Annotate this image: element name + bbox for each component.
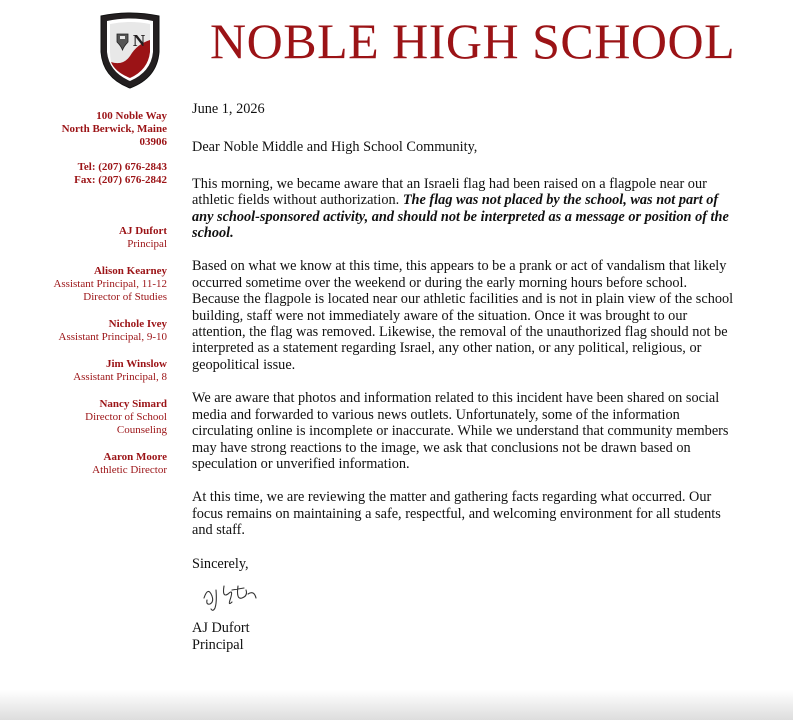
address-line: 100 Noble Way: [96, 110, 167, 122]
staff-title: Director of School: [85, 411, 167, 423]
paragraph-1-emphasis: The flag was not placed by the school, was not part of any school-sponsored activity, and should not be interpreted as a message or position of the school.: [192, 192, 729, 242]
page-edge-shadow: [0, 690, 793, 720]
staff-entry: [20, 265, 167, 304]
signer-name: AJ Dufort: [192, 619, 250, 636]
staff-title: Assistant Principal, 8: [73, 371, 167, 383]
staff-entry: [20, 398, 167, 437]
signer-title: Principal: [192, 636, 244, 653]
school-name-heading: NOBLE HIGH SCHOOL: [210, 13, 736, 69]
staff-entry: [20, 451, 167, 477]
paragraph-1-text: This morning, we became aware that an Israeli flag had been raised on a flagpole near our athletic fields without authorization.: [192, 175, 707, 209]
telephone-number: Tel: (207) 676-2843: [77, 161, 167, 173]
handwritten-signature: [198, 576, 278, 612]
letter-date: June 1, 2026: [192, 101, 265, 117]
school-crest-logo: [97, 12, 163, 90]
staff-title: Principal: [127, 238, 167, 250]
address-line: 03906: [139, 136, 167, 148]
paragraph-2: Based on what we know at this time, this appears to be a prank or act of vandalism that likely occurred sometime over the weekend or during the early morning hours before school. Because the flagpole is located near our athletic facilities and is not in plain view of the school building, staff were not immediately aware of the situation. Once it was brought to our attention, the flag was removed. Likewise, the removal of the unauthorized flag should not be interpreted as a statement regarding Israel, any other nation, or any political, religious, or geopolitical issue.: [192, 258, 734, 373]
contact-numbers: [20, 161, 167, 187]
staff-title: Director of Studies: [83, 291, 167, 303]
letter-closing: Sincerely,: [192, 555, 249, 572]
letterhead-sidebar: [20, 110, 167, 491]
letter-greeting: Dear Noble Middle and High School Community,: [192, 139, 478, 156]
address-line: North Berwick, Maine: [61, 123, 167, 135]
crest-letter: N: [132, 31, 146, 50]
paragraph-4: At this time, we are reviewing the matter and gathering facts regarding what occurred. Our focus remains on maintaining a safe, respectful, and welcoming environment for all students and staff.: [192, 489, 721, 539]
staff-entry: [20, 318, 167, 344]
staff-title: Counseling: [116, 424, 167, 436]
paragraph-1: [192, 176, 737, 242]
staff-name: Jim Winslow: [105, 358, 167, 370]
staff-name: Aaron Moore: [103, 451, 167, 463]
staff-name: Nichole Ivey: [108, 318, 167, 330]
staff-title: Assistant Principal, 9-10: [58, 331, 167, 343]
school-address: [20, 110, 167, 149]
staff-name: AJ Dufort: [119, 225, 167, 237]
signature-block: [192, 620, 737, 654]
staff-name: Alison Kearney: [93, 265, 167, 277]
staff-entry: [20, 225, 167, 251]
fax-number: Fax: (207) 676-2842: [74, 174, 167, 186]
staff-title: Athletic Director: [92, 464, 167, 476]
paragraph-3: We are aware that photos and information related to this incident have been shared on social media and forwarded to various news outlets. Unfortunately, some of the information circulating online is incomplete or inaccurate. While we understand that community members may have strong reactions to the image, we ask that conclusions not be drawn based on speculation or unverified information.: [192, 390, 729, 472]
staff-name: Nancy Simard: [99, 398, 167, 410]
staff-title: Assistant Principal, 11-12: [53, 278, 167, 290]
letter-body: [192, 101, 737, 654]
staff-entry: [20, 358, 167, 384]
